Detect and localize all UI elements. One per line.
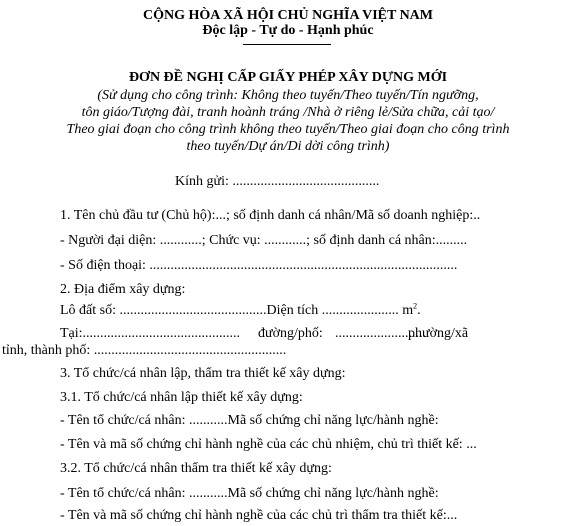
area-unit-exponent: 2 xyxy=(413,301,418,311)
investor-name-line: 1. Tên chủ đầu tư (Chủ hộ):...; số định danh cá nhân/Mã số doanh nghiệp:.. xyxy=(60,208,481,223)
review-section-heading: 3.2. Tổ chức/cá nhân thẩm tra thiết kế xây dựng: xyxy=(60,461,332,476)
subtitle-line: theo tuyến/Dự án/Di dời công trình) xyxy=(186,139,390,154)
representative-line: - Người đại diện: ............; Chức vụ: ............; số định danh cá nhân:......... xyxy=(60,233,468,248)
review-org-name-line: - Tên tổ chức/cá nhân: ...........Mã số chứng chỉ năng lực/hành nghề: xyxy=(60,486,439,501)
recipient-line: Kính gửi: .......................................... xyxy=(175,174,380,189)
subtitle-line: (Sử dụng cho công trình: Không theo tuyến/Theo tuyến/Tín ngưỡng, xyxy=(97,88,479,103)
ward-label: phường/xã xyxy=(408,326,469,341)
motto: Độc lập - Tự do - Hạnh phúc xyxy=(202,23,374,38)
subtitle-line: tôn giáo/Tượng đài, tranh hoành tráng /Nhà ở riêng lẻ/Sửa chữa, cải tạo/ xyxy=(81,105,495,120)
subtitle-line: Theo giai đoạn cho công trình không theo tuyến/Theo giai đoạn cho công trình xyxy=(66,122,510,137)
review-cert-line: - Tên và mã số chứng chỉ hành nghề của các chủ trì thẩm tra thiết kế:... xyxy=(60,508,458,523)
design-cert-line: - Tên và mã số chứng chỉ hành nghề của các chủ nhiệm, chủ trì thiết kế: ... xyxy=(60,437,477,452)
design-org-heading: 3. Tổ chức/cá nhân lập, thẩm tra thiết kế xây dựng: xyxy=(60,366,346,381)
header-divider xyxy=(243,44,331,45)
lot-area-line xyxy=(60,303,421,319)
lot-area-end: . xyxy=(417,303,421,318)
lot-area-text: Lô đất số: ..........................................Diện tích ...................... m xyxy=(60,303,414,318)
street-dots: .......................... xyxy=(335,326,426,341)
location-heading: 2. Địa điểm xây dựng: xyxy=(60,282,186,297)
design-org-name-line: - Tên tổ chức/cá nhân: ...........Mã số chứng chỉ năng lực/hành nghề: xyxy=(60,413,439,428)
street-label: đường/phố: xyxy=(258,326,323,341)
province-line: tỉnh, thành phố: ....................................................... xyxy=(2,343,287,358)
phone-line: - Số điện thoại: ........................................................................................ xyxy=(60,258,458,273)
address-prefix: Tại:............................................. xyxy=(60,326,241,341)
design-section-heading: 3.1. Tổ chức/cá nhân lập thiết kế xây dựng: xyxy=(60,390,303,405)
nation-header: CỘNG HÒA XÃ HỘI CHỦ NGHĨA VIỆT NAM xyxy=(142,8,433,23)
form-title: ĐƠN ĐỀ NGHỊ CẤP GIẤY PHÉP XÂY DỰNG MỚI xyxy=(128,70,448,85)
